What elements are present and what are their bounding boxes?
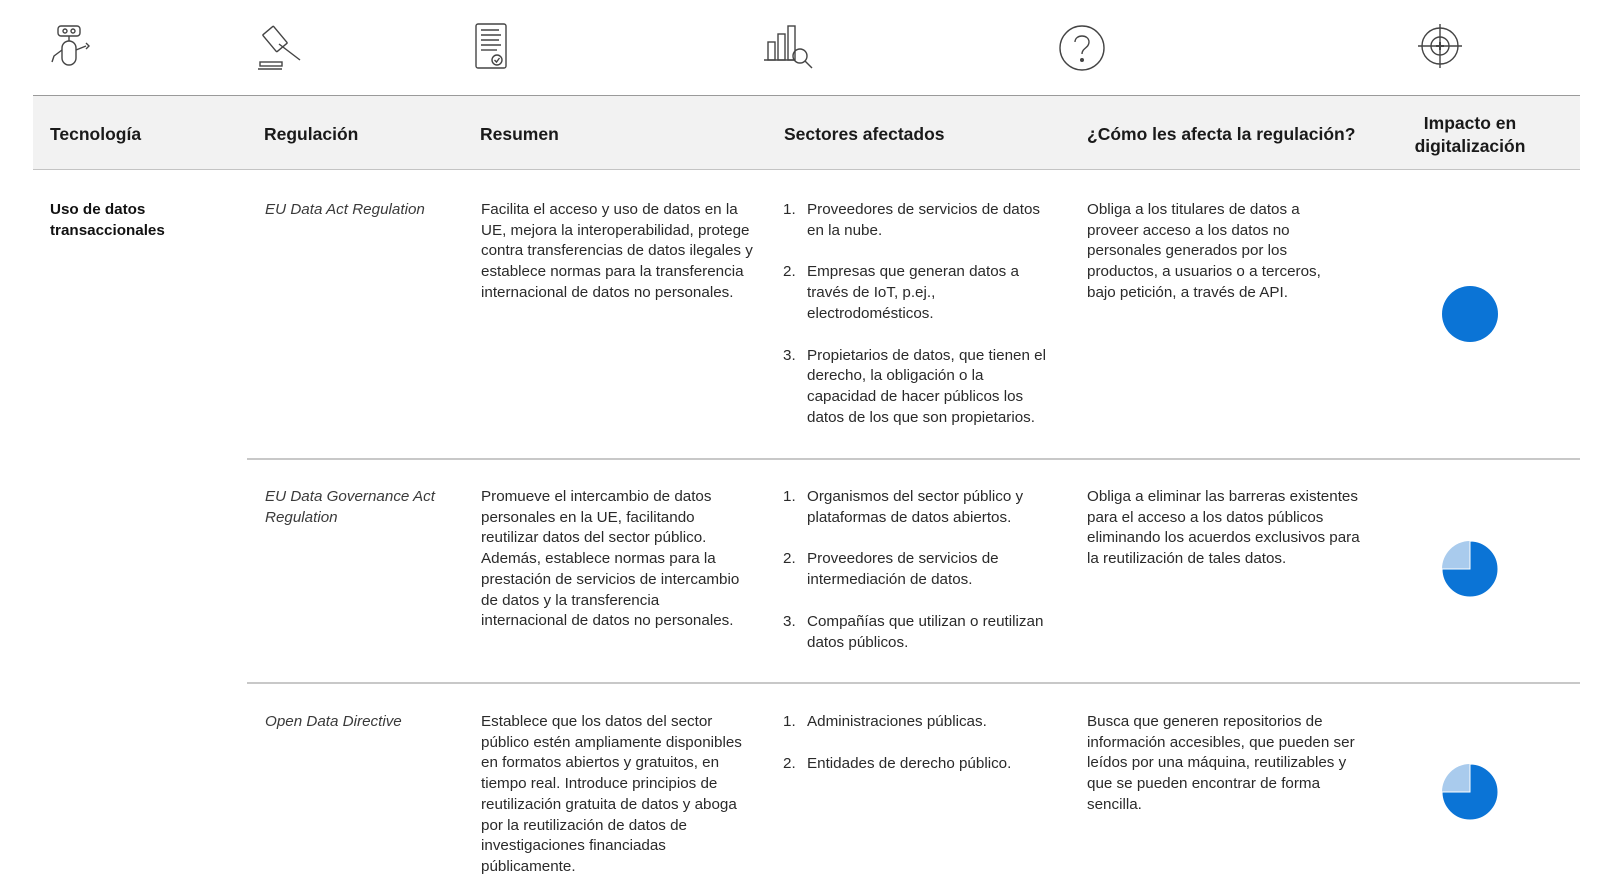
header-regulation: Regulación (264, 124, 359, 144)
list-item: 1. Proveedores de servicios de datos en la nube. (783, 201, 1041, 239)
impact-pie (1441, 763, 1499, 821)
regulation-name: EU Data Governance Act Regulation (265, 488, 435, 526)
question-icon (1054, 20, 1110, 76)
sector-text: Compañías que utilizan o reutilizan datos públicos. (807, 612, 1044, 651)
regulation-name: Open Data Directive (265, 713, 402, 730)
robot-icon (42, 20, 98, 76)
impact-pie (1441, 285, 1499, 343)
technology-label: Uso de datos transaccionales (50, 201, 165, 239)
header-impact-line1: Impacto en (1423, 113, 1517, 133)
row-divider (247, 458, 1580, 460)
header-technology: Tecnología (50, 124, 142, 144)
how-text: Obliga a los titulares de datos a proveer acceso a los datos no personales generados por los productos, a usuarios o a terceros, bajo petición, a través de API. (1087, 201, 1321, 301)
header-impact-line2: digitalización (1414, 136, 1526, 156)
impact-pie (1441, 540, 1499, 598)
sector-text: Organismos del sector público y plataformas de datos abiertos. (807, 488, 1024, 526)
header-impact (1390, 112, 1550, 158)
sector-text: Proveedores de servicios de intermediación de datos. (807, 550, 999, 589)
sector-text: Proveedores de servicios de datos en la nube. (807, 201, 1041, 239)
list-item: 2. Empresas que generan datos a través de IoT, p.ej., electrodomésticos. (783, 263, 1019, 322)
regulation-name: EU Data Act Regulation (265, 201, 425, 218)
sector-text: Administraciones públicas. (807, 713, 987, 730)
header-sectors: Sectores afectados (784, 124, 945, 144)
how-text: Busca que generen repositorios de información accesibles, que pueden ser leídos por una máquina, reutilizables y que se pueden encontrar de forma sencilla. (1087, 713, 1355, 813)
sectors-list (783, 200, 1053, 449)
list-item: 3. Compañías que utilizan o reutilizan datos públicos. (783, 612, 1044, 651)
summary-text: Promueve el intercambio de datos personales en la UE, facilitando reutilizar datos del sector público. Además, establece normas para la prestación de servicios de intercambio de datos y la transferencia internacional de datos no personales. (481, 488, 740, 630)
row-divider (247, 682, 1580, 684)
target-icon (1412, 20, 1468, 76)
header-summary: Resumen (480, 124, 559, 144)
how-text: Obliga a eliminar las barreras existentes para el acceso a los datos públicos eliminando los acuerdos exclusivos para la reutilización de tales datos. (1087, 488, 1360, 568)
document-icon (462, 20, 518, 76)
summary-text: Facilita el acceso y uso de datos en la UE, mejora la interoperabilidad, protege contra transferencias de datos ilegales y establece normas para la transferencia internacional de datos no personales. (481, 201, 753, 301)
list-item: 1. Organismos del sector público y plataformas de datos abiertos. (783, 488, 1024, 526)
sectors-list (783, 712, 1053, 795)
list-item: 2. Entidades de derecho público. (783, 754, 1012, 772)
summary-text: Establece que los datos del sector público estén ampliamente disponibles en formatos abiertos y gratuitos, en tiempo real. Introduce principios de reutilización gratuita de datos y aboga por la reutilización de datos de investigaciones financiadas públicamente. (481, 713, 742, 875)
chart-search-icon (760, 20, 816, 76)
list-item: 1. Administraciones públicas. (783, 713, 987, 730)
impact-pie-background (1442, 286, 1498, 342)
sector-text: Propietarios de datos, que tienen el derecho, la obligación o la capacidad de hacer públicos los datos de los que son propietarios. (807, 346, 1046, 426)
list-item: 2. Proveedores de servicios de intermediación de datos. (783, 550, 999, 589)
sectors-list (783, 487, 1053, 674)
header-how: ¿Cómo les afecta la regulación? (1087, 124, 1356, 144)
gavel-icon (252, 20, 308, 76)
sector-text: Empresas que generan datos a través de IoT, p.ej., electrodomésticos. (807, 263, 1019, 322)
list-item: 3. Propietarios de datos, que tienen el derecho, la obligación o la capacidad de hacer públicos los datos de los que son propietarios. (783, 346, 1046, 426)
sector-text: Entidades de derecho público. (807, 754, 1012, 772)
